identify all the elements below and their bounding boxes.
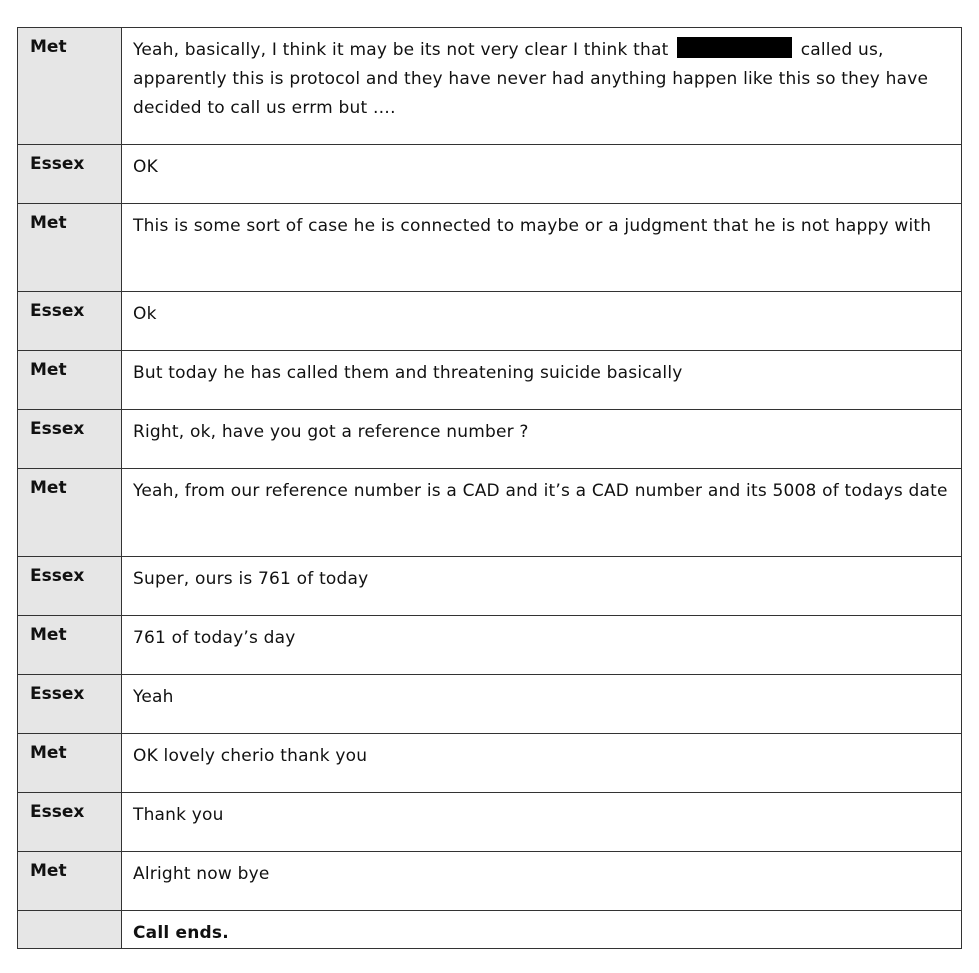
utterance-text: This is some sort of case he is connected to maybe or a judgment that he is not happy with — [133, 216, 932, 236]
speaker-label: Met — [30, 743, 67, 763]
call-ends-text: Call ends. — [133, 923, 229, 943]
utterance-text-before-redaction: Yeah, basically, I think it may be its not very clear I think that — [133, 40, 669, 60]
speaker-label: Essex — [30, 301, 85, 321]
utterance-text: OK — [133, 157, 158, 177]
transcript-row — [18, 616, 962, 675]
utterance-cell — [122, 28, 962, 145]
utterance-cell — [122, 557, 962, 616]
transcript-row — [18, 675, 962, 734]
speaker-cell — [18, 204, 122, 292]
utterance-text: Super, ours is 761 of today — [133, 569, 369, 589]
utterance-text: Yeah — [133, 687, 174, 707]
speaker-label: Essex — [30, 154, 85, 174]
utterance-text: But today he has called them and threatening suicide basically — [133, 363, 683, 383]
transcript-row — [18, 469, 962, 557]
transcript-row — [18, 28, 962, 145]
utterance-text: Ok — [133, 304, 157, 324]
utterance-cell — [122, 292, 962, 351]
speaker-cell — [18, 852, 122, 911]
utterance-cell — [122, 675, 962, 734]
redaction-block — [677, 37, 792, 58]
speaker-cell — [18, 734, 122, 793]
utterance-cell — [122, 351, 962, 410]
transcript-row — [18, 734, 962, 793]
transcript-row — [18, 351, 962, 410]
utterance-text: Alright now bye — [133, 864, 270, 884]
speaker-cell — [18, 557, 122, 616]
speaker-label: Essex — [30, 802, 85, 822]
speaker-cell — [18, 28, 122, 145]
utterance-text: 761 of today’s day — [133, 628, 296, 648]
utterance-text: Thank you — [133, 805, 224, 825]
speaker-label: Essex — [30, 566, 85, 586]
utterance-cell — [122, 911, 962, 949]
speaker-cell — [18, 351, 122, 410]
transcript-row — [18, 557, 962, 616]
speaker-label: Met — [30, 861, 67, 881]
utterance-cell — [122, 204, 962, 292]
utterance-text: Right, ok, have you got a reference number ? — [133, 422, 529, 442]
utterance-cell — [122, 616, 962, 675]
speaker-label: Met — [30, 213, 67, 233]
transcript-row — [18, 145, 962, 204]
transcript-row — [18, 410, 962, 469]
utterance-text — [122, 28, 961, 123]
utterance-cell — [122, 410, 962, 469]
speaker-cell — [18, 675, 122, 734]
utterance-cell — [122, 852, 962, 911]
speaker-cell — [18, 793, 122, 852]
speaker-cell-empty — [18, 911, 122, 949]
speaker-label: Essex — [30, 419, 85, 439]
utterance-text-after-redaction: called us, apparently this is protocol and they have never had anything happen like this so they have decided to call us errm but …. — [133, 40, 929, 118]
speaker-cell — [18, 410, 122, 469]
utterance-text: OK lovely cherio thank you — [133, 746, 368, 766]
transcript-row — [18, 852, 962, 911]
utterance-cell — [122, 145, 962, 204]
transcript-row — [18, 292, 962, 351]
transcript-table — [17, 27, 962, 949]
transcript-row-call-ends — [18, 911, 962, 949]
speaker-label — [18, 911, 121, 920]
speaker-cell — [18, 616, 122, 675]
speaker-label: Met — [30, 625, 67, 645]
speaker-label: Met — [30, 360, 67, 380]
speaker-cell — [18, 292, 122, 351]
transcript-row — [18, 204, 962, 292]
speaker-cell — [18, 145, 122, 204]
utterance-cell — [122, 793, 962, 852]
speaker-label: Essex — [30, 684, 85, 704]
speaker-label: Met — [30, 478, 67, 498]
utterance-text: Yeah, from our reference number is a CAD and it’s a CAD number and its 5008 of todays date — [133, 481, 948, 501]
utterance-cell — [122, 734, 962, 793]
speaker-cell — [18, 469, 122, 557]
speaker-label: Met — [30, 37, 67, 57]
utterance-cell — [122, 469, 962, 557]
transcript-row — [18, 793, 962, 852]
